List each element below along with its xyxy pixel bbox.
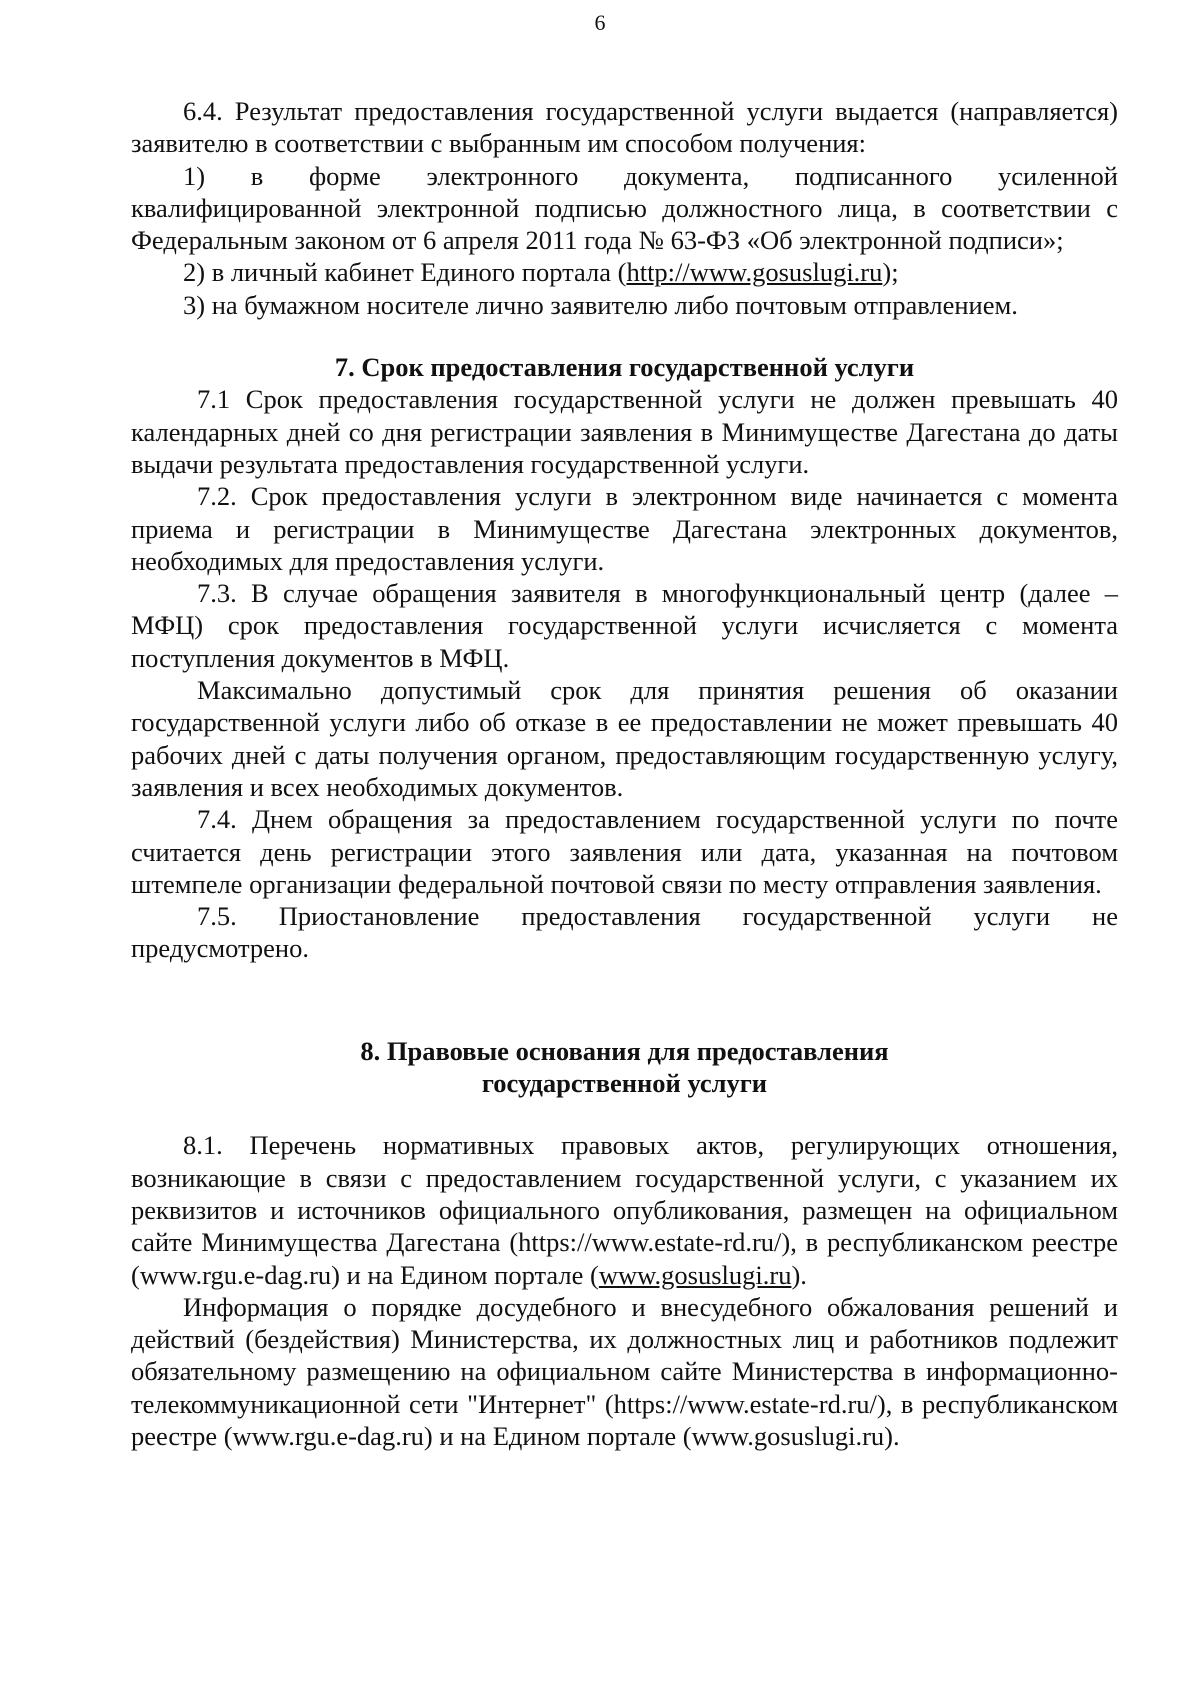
paragraph-8-1-text: 8.1. Перечень нормативных правовых актов, регулирующих отношения, возникающие в связи с предоставлением государственной услуги, с указанием их реквизитов и источников официального опубликования, размещен на официальном сайте Минимущества Дагестана (https://www.estate-rd.ru/), в республиканском реестре (www.rgu.e-dag.ru) и на Едином портале ( xyxy=(131,1130,1118,1290)
section-8-title-line-2: государственной услуги xyxy=(481,1068,768,1099)
document-body xyxy=(131,95,1118,1452)
page-number: 6 xyxy=(594,10,606,35)
section-8-title-line-1: 8. Правовые основания для предоставления xyxy=(360,1035,889,1066)
paragraph-7-3: 7.3. В случае обращения заявителя в многофункциональный центр (далее – МФЦ) срок предоставления государственной услуги исчисляется с момента поступления документов в МФЦ. xyxy=(131,578,1118,673)
item-2-prefix: 2) в личный кабинет Единого портала ( xyxy=(183,257,627,288)
paragraph-7-4: 7.4. Днем обращения за предоставлением государственной услуги по почте считается день регистрации этого заявления или дата, указанная на почтовом штемпеле организации федеральной почтовой связи по месту отправления заявления. xyxy=(131,804,1118,899)
gosuslugi-link[interactable]: http://www.gosuslugi.ru xyxy=(626,257,883,288)
paragraph-7-2: 7.2. Срок предоставления услуги в электронном виде начинается с момента приема и регистрации в Минимуществе Дагестана электронных документов, необходимых для предоставления услуги. xyxy=(131,481,1118,576)
item-2-suffix: ); xyxy=(882,257,899,288)
paragraph-7-1: 7.1 Срок предоставления государственной услуги не должен превышать 40 календарных дней со дня регистрации заявления в Минимуществе Дагестана до даты выдачи результата предоставления государственной услуги. xyxy=(131,384,1118,479)
paragraph-6-4-item-3: 3) на бумажном носителе лично заявителю либо почтовым отправлением. xyxy=(183,289,1018,320)
paragraph-7-3-continued: Максимально допустимый срок для принятия решения об оказании государственной услуги либо об отказе в ее предоставлении не может превышать 40 рабочих дней с даты получения органом, предоставляющим государственную услугу, заявления и всех необходимых документов. xyxy=(131,675,1118,802)
paragraph-8-2: Информация о порядке досудебного и внесудебного обжалования решений и действий (бездействия) Министерства, их должностных лиц и работников подлежит обязательному размещению на официальном сайте Министерства в информационно-телекоммуникационной сети "Интернет" (https://www.estate-rd.ru/), в республиканском реестре (www.rgu.e-dag.ru) и на Едином портале (www.gosuslugi.ru). xyxy=(131,1291,1118,1451)
paragraph-6-4-item-1: 1) в форме электронного документа, подписанного усиленной квалифицированной электронной подписью должностного лица, в соответствии с Федеральным законом от 6 апреля 2011 года № 63-ФЗ «Об электронной подписи»; xyxy=(131,160,1118,256)
gosuslugi-link-2[interactable]: www.gosuslugi.ru xyxy=(598,1259,792,1290)
paragraph-8-1 xyxy=(131,1129,1118,1290)
paragraph-6-4-item-2 xyxy=(131,256,1118,288)
paragraph-8-1-suffix: ). xyxy=(791,1259,807,1290)
paragraph-6-4: 6.4. Результат предоставления государственной услуги выдается (направляется) заявителю в соответствии с выбранным им способом получения: xyxy=(131,96,1118,159)
paragraph-7-5: 7.5. Приостановление предоставления государственной услуги не предусмотрено. xyxy=(131,901,1118,964)
section-7-title: 7. Срок предоставления государственной услуги xyxy=(334,352,915,383)
